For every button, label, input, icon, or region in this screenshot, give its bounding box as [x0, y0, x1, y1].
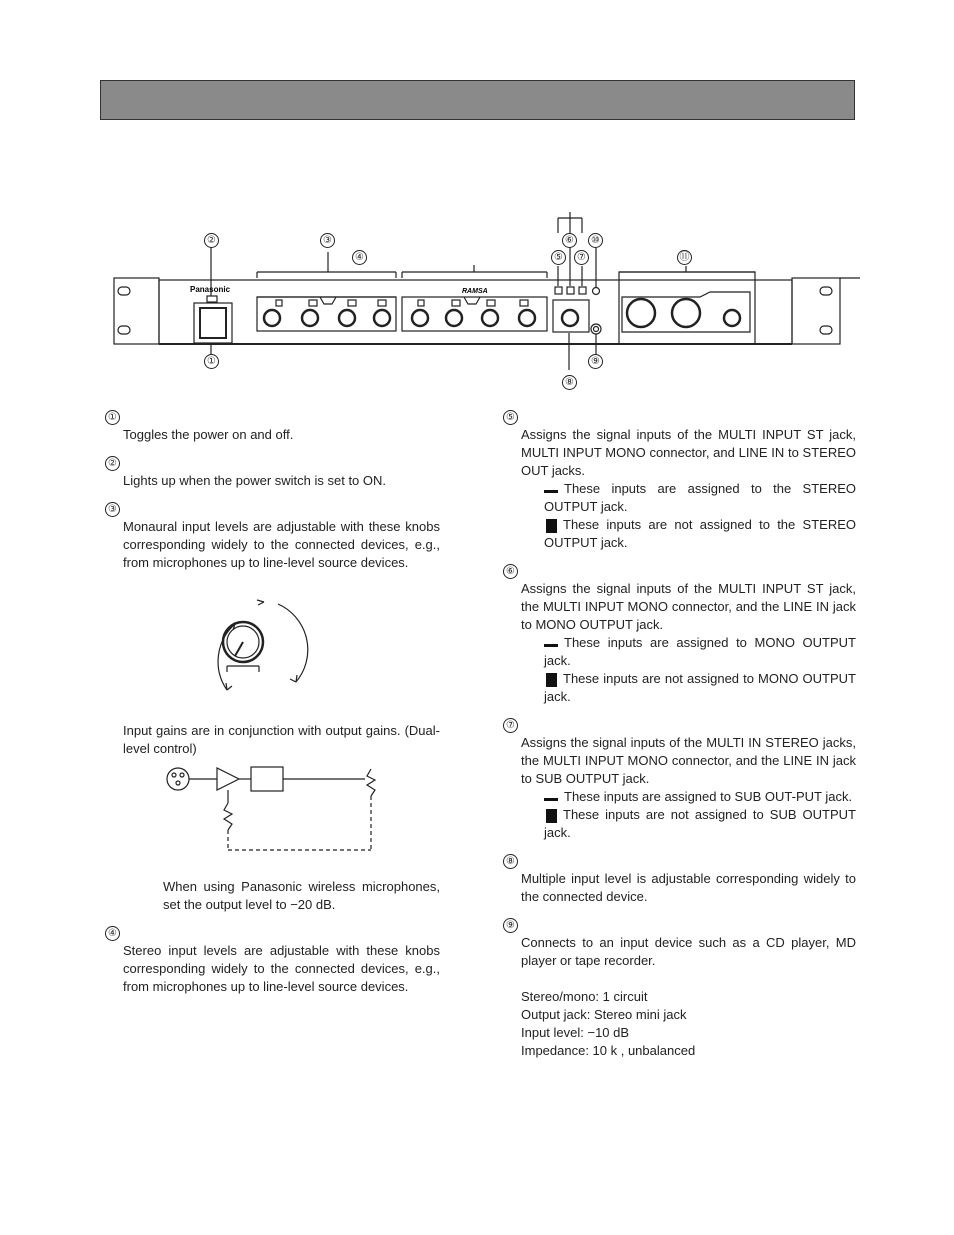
item-8-text: Multiple input level is adjustable corresponding widely to the connected device. — [521, 871, 856, 904]
panel-logo-label: RAMSA — [462, 288, 488, 295]
item-8-number: ⑧ — [503, 854, 518, 869]
callout-6: ⑥ — [562, 233, 577, 248]
left-column — [105, 410, 440, 1008]
item-5 — [503, 410, 856, 552]
button-pressed-icon — [546, 809, 557, 823]
item-5-text: Assigns the signal inputs of the MULTI INPUT ST jack, MULTI INPUT MONO connector, and LINE IN to STEREO OUT jacks. — [521, 427, 856, 478]
item-3-text: Monaural input levels are adjustable with these knobs corresponding widely to the connected devices, e.g., from microphones up to line-level source devices. — [123, 519, 440, 570]
item-7-up — [521, 788, 856, 806]
item-5-number: ⑤ — [503, 410, 518, 425]
dual-level-diagram — [123, 758, 440, 878]
item-3-text-2: Input gains are in conjunction with output gains. (Dual-level control) — [123, 723, 440, 756]
callout-3: ③ — [320, 233, 335, 248]
item-9 — [503, 918, 856, 1060]
item-6-down — [521, 670, 856, 706]
item-1-number: ① — [105, 410, 120, 425]
item-6-number: ⑥ — [503, 564, 518, 579]
item-9-spec-4: Impedance: 10 k , unbalanced — [521, 1043, 696, 1058]
callout-10: ⑩ — [588, 233, 603, 248]
front-panel-illustration — [100, 200, 860, 400]
item-7 — [503, 718, 856, 842]
item-5-down — [521, 516, 856, 552]
panel-brand-label: Panasonic — [190, 285, 231, 294]
item-2-number: ② — [105, 456, 120, 471]
level-knob-drawing — [123, 572, 458, 722]
callout-9: ⑨ — [588, 354, 603, 369]
section-header-bar — [100, 80, 855, 120]
item-2-text: Lights up when the power switch is set to ON. — [123, 473, 387, 488]
callout-7: ⑦ — [574, 250, 589, 265]
item-6 — [503, 564, 856, 706]
item-6-down-text: These inputs are not assigned to MONO OUTPUT jack. — [544, 671, 856, 704]
button-pressed-icon — [546, 673, 557, 687]
item-4-text: Stereo input levels are adjustable with these knobs corresponding widely to the connected devices, e.g., from microphones up to line-level source devices. — [123, 943, 440, 994]
item-7-down-text: These inputs are not assigned to SUB OUTPUT jack. — [544, 807, 856, 840]
item-6-up — [521, 634, 856, 670]
front-panel-drawing — [100, 200, 860, 400]
right-column — [503, 410, 856, 1072]
knob-figure — [123, 572, 440, 722]
callout-1: ① — [204, 354, 219, 369]
button-released-icon — [544, 486, 558, 493]
item-7-number: ⑦ — [503, 718, 518, 733]
item-9-spec-1: Stereo/mono: 1 circuit — [521, 989, 648, 1004]
item-4-number: ④ — [105, 926, 120, 941]
callout-4: ④ — [352, 250, 367, 265]
item-3 — [105, 502, 440, 914]
item-5-up-text: These inputs are assigned to the STEREO OUTPUT jack. — [544, 481, 856, 514]
item-7-up-text: These inputs are assigned to SUB OUT-PUT jack. — [564, 789, 853, 804]
item-5-up — [521, 480, 856, 516]
item-9-number: ⑨ — [503, 918, 518, 933]
item-4 — [105, 926, 440, 996]
item-7-text: Assigns the signal inputs of the MULTI IN STEREO jacks, the MULTI INPUT MONO connector, and the LINE IN jack to SUB OUTPUT jack. — [521, 735, 856, 786]
item-9-spec-3: Input level: −10 dB — [521, 1025, 630, 1040]
item-6-up-text: These inputs are assigned to MONO OUTPUT jack. — [544, 635, 856, 668]
button-released-icon — [544, 794, 558, 801]
item-8 — [503, 854, 856, 906]
item-5-down-text: These inputs are not assigned to the STEREO OUTPUT jack. — [544, 517, 856, 550]
callout-2: ② — [204, 233, 219, 248]
item-2 — [105, 456, 440, 490]
item-9-text: Connects to an input device such as a CD player, MD player or tape recorder. — [521, 935, 856, 968]
item-6-text: Assigns the signal inputs of the MULTI INPUT ST jack, the MULTI INPUT MONO connector, and the LINE IN jack to MONO OUTPUT jack. — [521, 581, 856, 632]
item-7-down — [521, 806, 856, 842]
item-1 — [105, 410, 440, 444]
button-pressed-icon — [546, 519, 557, 533]
callout-11: ⑪ — [677, 250, 692, 265]
item-3-number: ③ — [105, 502, 120, 517]
item-1-text: Toggles the power on and off. — [123, 427, 294, 442]
callout-8: ⑧ — [562, 375, 577, 390]
signal-flow-drawing — [123, 758, 458, 878]
item-3-note: When using Panasonic wireless microphones, set the output level to −20 dB. — [163, 879, 440, 912]
callout-5: ⑤ — [551, 250, 566, 265]
button-released-icon — [544, 640, 558, 647]
item-9-spec-2: Output jack: Stereo mini jack — [521, 1007, 687, 1022]
